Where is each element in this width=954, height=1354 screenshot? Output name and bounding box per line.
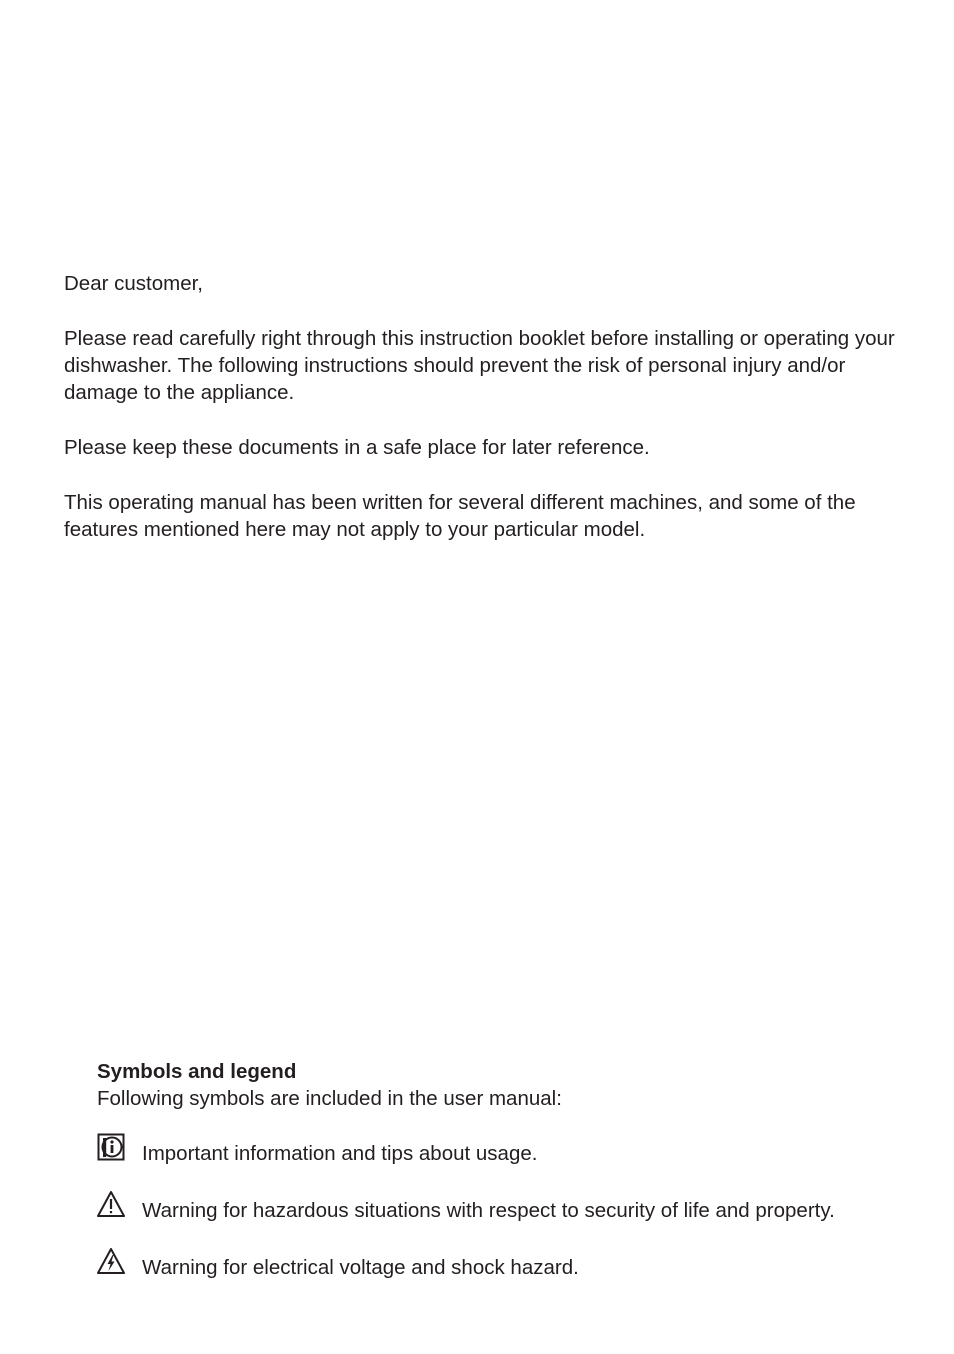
legend-item-warning <box>97 1197 927 1224</box>
warning-icon <box>97 1190 125 1218</box>
legend-subtitle: Following symbols are included in the user manual: <box>97 1087 562 1110</box>
symbols-legend <box>97 1058 927 1311</box>
legend-title: Symbols and legend <box>97 1060 297 1083</box>
legend-item-text: Important information and tips about usage. <box>142 1142 538 1165</box>
legend-item-electric-warning <box>97 1254 927 1281</box>
electric-warning-icon <box>97 1247 125 1275</box>
intro-paragraph-multiple-models: This operating manual has been written for several different machines, and some of the features mentioned here may not apply to your particular model. <box>64 491 856 541</box>
intro-paragraph-read-booklet: Please read carefully right through this instruction booklet before installing or operating your dishwasher. The following instructions should prevent the risk of personal injury and/or damage to the appliance. <box>64 327 895 404</box>
legend-item-text: Warning for electrical voltage and shock hazard. <box>142 1256 579 1279</box>
intro-section <box>64 270 904 571</box>
legend-item-info <box>97 1140 927 1167</box>
info-icon <box>97 1133 125 1161</box>
legend-item-text: Warning for hazardous situations with respect to security of life and property. <box>142 1199 835 1222</box>
greeting: Dear customer, <box>64 272 203 295</box>
intro-paragraph-keep-documents: Please keep these documents in a safe place for later reference. <box>64 436 650 459</box>
